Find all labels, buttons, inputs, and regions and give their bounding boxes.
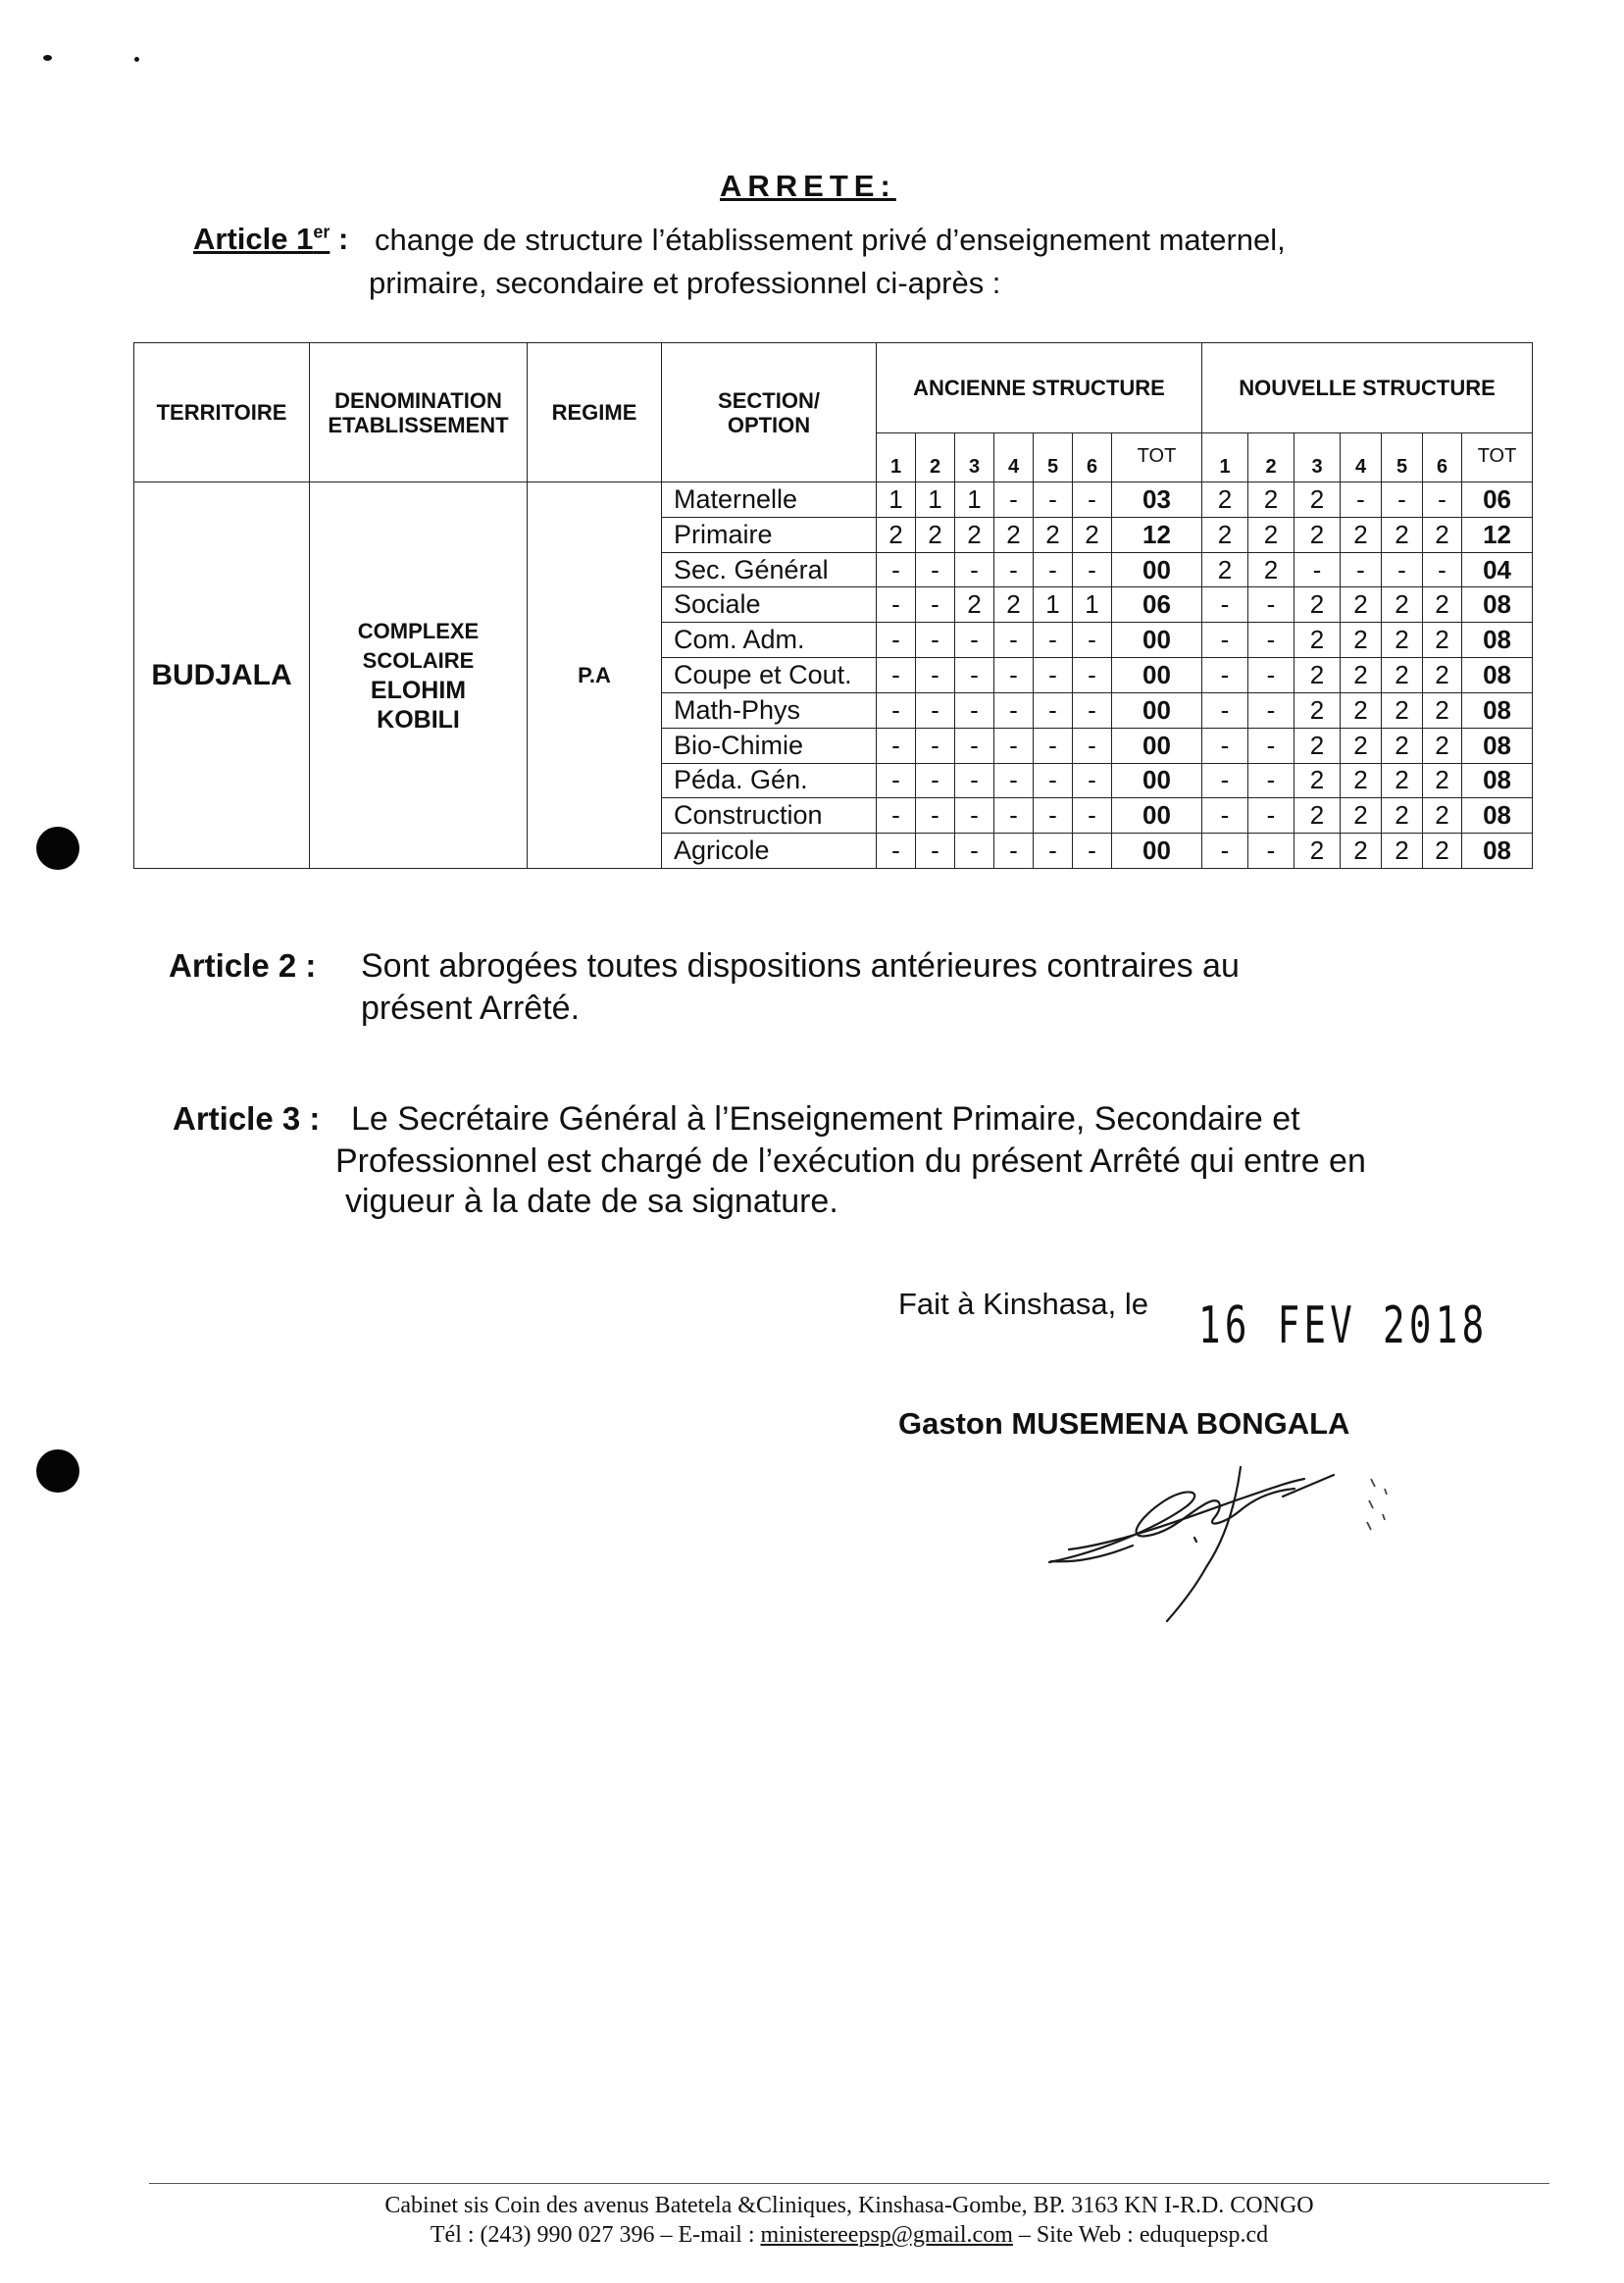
nouvelle-total-cell: 08 (1462, 692, 1533, 728)
ancienne-level-cell: - (955, 623, 994, 658)
ancienne-total-cell: 12 (1112, 517, 1202, 552)
level-header: 6 (1073, 433, 1112, 482)
article-3-text-line3: vigueur à la date de sa signature. (345, 1183, 838, 1220)
nouvelle-level-cell: 2 (1341, 692, 1382, 728)
punch-hole (36, 1449, 79, 1493)
level-header: 3 (955, 433, 994, 482)
nouvelle-level-cell: 2 (1341, 834, 1382, 869)
ancienne-level-cell: 1 (1034, 587, 1073, 623)
nouvelle-level-cell: 2 (1202, 482, 1248, 518)
article-1-text-line2: primaire, secondaire et professionnel ci-après : (369, 266, 1001, 300)
nouvelle-level-cell: 2 (1294, 587, 1341, 623)
header-denomination: DENOMINATION ETABLISSEMENT (310, 343, 528, 482)
header-regime: REGIME (528, 343, 662, 482)
nouvelle-level-cell: 2 (1341, 658, 1382, 693)
ancienne-total-cell: 00 (1112, 763, 1202, 798)
ancienne-level-cell: - (916, 623, 955, 658)
level-header: 4 (1341, 433, 1382, 482)
nouvelle-level-cell: 2 (1294, 728, 1341, 763)
ancienne-level-cell: 2 (1034, 517, 1073, 552)
nouvelle-level-cell: 2 (1382, 587, 1423, 623)
ancienne-level-cell: - (877, 587, 916, 623)
nouvelle-level-cell: - (1202, 623, 1248, 658)
nouvelle-level-cell: - (1248, 798, 1294, 834)
section-cell: Péda. Gén. (662, 763, 877, 798)
nouvelle-level-cell: 2 (1382, 798, 1423, 834)
level-header: 1 (877, 433, 916, 482)
ancienne-level-cell: - (877, 763, 916, 798)
ancienne-level-cell: 2 (1073, 517, 1112, 552)
nouvelle-level-cell: 2 (1294, 834, 1341, 869)
ancienne-total-cell: 00 (1112, 623, 1202, 658)
ancienne-level-cell: - (1034, 658, 1073, 693)
nouvelle-level-cell: 2 (1423, 834, 1462, 869)
regime-cell: P.A (528, 482, 662, 869)
nouvelle-level-cell: - (1382, 552, 1423, 587)
ancienne-level-cell: - (1073, 834, 1112, 869)
header-section: SECTION/ OPTION (662, 343, 877, 482)
footer-address: Cabinet sis Coin des avenus Batetela &Cliniques, Kinshasa-Gombe, BP. 3163 KN I-R.D. CONGO (384, 2193, 1314, 2218)
nouvelle-level-cell: 2 (1382, 692, 1423, 728)
ancienne-total-cell: 00 (1112, 834, 1202, 869)
section-cell: Sec. Général (662, 552, 877, 587)
nouvelle-level-cell: 2 (1423, 623, 1462, 658)
ancienne-level-cell: - (916, 763, 955, 798)
ancienne-level-cell: - (955, 763, 994, 798)
section-cell: Primaire (662, 517, 877, 552)
ancienne-total-cell: 00 (1112, 728, 1202, 763)
ancienne-level-cell: - (1073, 728, 1112, 763)
handwritten-signature (1040, 1449, 1412, 1636)
scan-speck (43, 55, 52, 61)
ancienne-total-cell: 00 (1112, 798, 1202, 834)
nouvelle-level-cell: - (1202, 692, 1248, 728)
ancienne-level-cell: - (994, 692, 1034, 728)
article-1-text-line1: change de structure l’établissement privé d’enseignement maternel, (375, 223, 1286, 257)
ancienne-level-cell: - (994, 482, 1034, 518)
nouvelle-level-cell: 2 (1382, 728, 1423, 763)
ancienne-level-cell: 1 (916, 482, 955, 518)
section-cell: Sociale (662, 587, 877, 623)
nouvelle-level-cell: - (1248, 623, 1294, 658)
nouvelle-level-cell: 2 (1382, 763, 1423, 798)
ancienne-level-cell: - (1034, 482, 1073, 518)
nouvelle-level-cell: - (1248, 728, 1294, 763)
denomination-line: ELOHIM (370, 676, 467, 704)
tot-header: TOT (1462, 433, 1533, 482)
ancienne-level-cell: - (1034, 728, 1073, 763)
ancienne-level-cell: 2 (877, 517, 916, 552)
header-ancienne-structure: ANCIENNE STRUCTURE (877, 343, 1202, 433)
nouvelle-level-cell: 2 (1248, 552, 1294, 587)
nouvelle-level-cell: 2 (1382, 834, 1423, 869)
section-cell: Bio-Chimie (662, 728, 877, 763)
nouvelle-level-cell: - (1202, 658, 1248, 693)
denomination-line: SCOLAIRE (362, 647, 475, 673)
nouvelle-level-cell: - (1202, 763, 1248, 798)
nouvelle-level-cell: 2 (1382, 658, 1423, 693)
nouvelle-level-cell: - (1423, 482, 1462, 518)
section-cell: Com. Adm. (662, 623, 877, 658)
ancienne-level-cell: - (994, 763, 1034, 798)
ancienne-level-cell: - (955, 692, 994, 728)
nouvelle-level-cell: - (1202, 834, 1248, 869)
ancienne-level-cell: - (1034, 623, 1073, 658)
ancienne-level-cell: - (994, 728, 1034, 763)
ancienne-level-cell: 2 (955, 517, 994, 552)
ancienne-level-cell: - (916, 658, 955, 693)
article-2-text-line1: Sont abrogées toutes dispositions antérieures contraires au (361, 947, 1240, 985)
nouvelle-level-cell: 2 (1382, 517, 1423, 552)
ancienne-level-cell: - (1073, 763, 1112, 798)
ancienne-level-cell: - (916, 728, 955, 763)
nouvelle-total-cell: 08 (1462, 587, 1533, 623)
level-header: 3 (1294, 433, 1341, 482)
ancienne-level-cell: - (916, 692, 955, 728)
ancienne-total-cell: 03 (1112, 482, 1202, 518)
ancienne-level-cell: - (877, 834, 916, 869)
ancienne-level-cell: - (1073, 692, 1112, 728)
nouvelle-total-cell: 08 (1462, 798, 1533, 834)
nouvelle-level-cell: 2 (1294, 658, 1341, 693)
nouvelle-level-cell: - (1202, 798, 1248, 834)
structure-table (133, 342, 1533, 869)
nouvelle-level-cell: 2 (1382, 623, 1423, 658)
ancienne-level-cell: 2 (994, 517, 1034, 552)
ancienne-level-cell: - (877, 728, 916, 763)
ancienne-level-cell: 1 (877, 482, 916, 518)
denomination-cell (310, 482, 528, 869)
section-cell: Construction (662, 798, 877, 834)
level-header: 1 (1202, 433, 1248, 482)
ancienne-level-cell: - (1034, 552, 1073, 587)
ancienne-level-cell: - (877, 623, 916, 658)
ancienne-level-cell: - (1073, 482, 1112, 518)
ancienne-level-cell: - (1034, 692, 1073, 728)
ancienne-level-cell: - (994, 623, 1034, 658)
ancienne-level-cell: - (877, 658, 916, 693)
nouvelle-level-cell: 2 (1202, 552, 1248, 587)
nouvelle-level-cell: 2 (1294, 692, 1341, 728)
nouvelle-total-cell: 06 (1462, 482, 1533, 518)
ancienne-level-cell: - (1073, 552, 1112, 587)
level-header: 4 (994, 433, 1034, 482)
article-1-label-text: Article 1er (193, 222, 330, 256)
nouvelle-level-cell: - (1248, 834, 1294, 869)
date-stamp: 16 FEV 2018 (1198, 1296, 1489, 1355)
nouvelle-level-cell: - (1202, 728, 1248, 763)
ancienne-level-cell: - (994, 658, 1034, 693)
ancienne-level-cell: - (955, 728, 994, 763)
level-header: 2 (1248, 433, 1294, 482)
nouvelle-level-cell: - (1248, 692, 1294, 728)
ancienne-level-cell: - (877, 552, 916, 587)
footer-contact: Tél : (243) 990 027 396 – E-mail : ministereepsp@gmail.com – Site Web : eduquepsp.cd (430, 2222, 1269, 2248)
place-of-signing: Fait à Kinshasa, le (898, 1287, 1149, 1321)
nouvelle-level-cell: 2 (1294, 798, 1341, 834)
section-cell: Math-Phys (662, 692, 877, 728)
article-1-label: Article 1er : (193, 222, 349, 256)
ancienne-level-cell: - (916, 834, 955, 869)
article-3-label: Article 3 : (173, 1100, 321, 1137)
nouvelle-level-cell: 2 (1202, 517, 1248, 552)
ancienne-level-cell: 2 (955, 587, 994, 623)
article-2-text-line2: présent Arrêté. (361, 989, 581, 1027)
ancienne-level-cell: - (916, 552, 955, 587)
footer-email[interactable]: ministereepsp@gmail.com (760, 2222, 1013, 2248)
ancienne-level-cell: - (955, 658, 994, 693)
level-header: 5 (1382, 433, 1423, 482)
nouvelle-total-cell: 08 (1462, 623, 1533, 658)
ancienne-total-cell: 06 (1112, 587, 1202, 623)
nouvelle-level-cell: 2 (1294, 623, 1341, 658)
ancienne-level-cell: - (1073, 658, 1112, 693)
level-header: 6 (1423, 433, 1462, 482)
denomination-line: KOBILI (377, 705, 460, 734)
document-title: ARRETE: (720, 169, 896, 203)
footer-rule (149, 2183, 1549, 2184)
ancienne-total-cell: 00 (1112, 552, 1202, 587)
nouvelle-level-cell: 2 (1423, 763, 1462, 798)
nouvelle-total-cell: 08 (1462, 728, 1533, 763)
nouvelle-level-cell: 2 (1248, 517, 1294, 552)
nouvelle-level-cell: - (1341, 552, 1382, 587)
ancienne-level-cell: - (955, 798, 994, 834)
nouvelle-level-cell: 2 (1423, 658, 1462, 693)
nouvelle-level-cell: 2 (1341, 763, 1382, 798)
ancienne-level-cell: - (1073, 798, 1112, 834)
ancienne-level-cell: - (994, 552, 1034, 587)
article-3-text-line2: Professionnel est chargé de l’exécution du présent Arrêté qui entre en (335, 1142, 1366, 1180)
header-territoire: TERRITOIRE (134, 343, 310, 482)
nouvelle-level-cell: - (1341, 482, 1382, 518)
header-nouvelle-structure: NOUVELLE STRUCTURE (1202, 343, 1533, 433)
ancienne-level-cell: - (1034, 763, 1073, 798)
ancienne-level-cell: - (994, 798, 1034, 834)
ancienne-level-cell: - (916, 587, 955, 623)
table-row (134, 482, 1533, 518)
nouvelle-level-cell: - (1248, 587, 1294, 623)
nouvelle-level-cell: - (1248, 763, 1294, 798)
ancienne-level-cell: 1 (1073, 587, 1112, 623)
nouvelle-total-cell: 08 (1462, 834, 1533, 869)
ancienne-total-cell: 00 (1112, 658, 1202, 693)
nouvelle-level-cell: - (1202, 587, 1248, 623)
nouvelle-total-cell: 08 (1462, 763, 1533, 798)
article-3-text-line1: Le Secrétaire Général à l’Enseignement Primaire, Secondaire et (351, 1100, 1300, 1138)
nouvelle-level-cell: 2 (1423, 587, 1462, 623)
section-cell: Coupe et Cout. (662, 658, 877, 693)
ancienne-level-cell: - (1073, 623, 1112, 658)
ancienne-level-cell: - (916, 798, 955, 834)
structure-table-body (134, 482, 1533, 869)
nouvelle-level-cell: 2 (1423, 798, 1462, 834)
section-cell: Agricole (662, 834, 877, 869)
ancienne-level-cell: 2 (916, 517, 955, 552)
nouvelle-total-cell: 12 (1462, 517, 1533, 552)
section-cell: Maternelle (662, 482, 877, 518)
nouvelle-level-cell: 2 (1341, 623, 1382, 658)
punch-hole (36, 827, 79, 870)
signatory-name: Gaston MUSEMENA BONGALA (898, 1406, 1350, 1441)
ancienne-total-cell: 00 (1112, 692, 1202, 728)
ancienne-level-cell: 1 (955, 482, 994, 518)
ancienne-level-cell: - (955, 834, 994, 869)
nouvelle-level-cell: 2 (1423, 728, 1462, 763)
ancienne-level-cell: - (1034, 798, 1073, 834)
nouvelle-level-cell: - (1248, 658, 1294, 693)
level-header: 5 (1034, 433, 1073, 482)
nouvelle-total-cell: 04 (1462, 552, 1533, 587)
denomination-line: COMPLEXE (357, 618, 480, 643)
nouvelle-level-cell: 2 (1294, 763, 1341, 798)
article-2-label: Article 2 : (169, 947, 317, 984)
ancienne-level-cell: - (877, 692, 916, 728)
nouvelle-level-cell: 2 (1341, 587, 1382, 623)
nouvelle-level-cell: 2 (1341, 798, 1382, 834)
nouvelle-level-cell: 2 (1423, 692, 1462, 728)
nouvelle-level-cell: 2 (1341, 728, 1382, 763)
ancienne-level-cell: - (994, 834, 1034, 869)
tot-header: TOT (1112, 433, 1202, 482)
nouvelle-level-cell: 2 (1423, 517, 1462, 552)
ancienne-level-cell: - (1034, 834, 1073, 869)
nouvelle-level-cell: 2 (1248, 482, 1294, 518)
nouvelle-level-cell: - (1423, 552, 1462, 587)
scan-speck (134, 57, 139, 62)
nouvelle-level-cell: - (1294, 552, 1341, 587)
territoire-cell: BUDJALA (134, 482, 310, 869)
nouvelle-level-cell: 2 (1341, 517, 1382, 552)
ancienne-level-cell: 2 (994, 587, 1034, 623)
nouvelle-level-cell: 2 (1294, 482, 1341, 518)
ancienne-level-cell: - (955, 552, 994, 587)
nouvelle-level-cell: 2 (1294, 517, 1341, 552)
ancienne-level-cell: - (877, 798, 916, 834)
level-header: 2 (916, 433, 955, 482)
nouvelle-level-cell: - (1382, 482, 1423, 518)
nouvelle-total-cell: 08 (1462, 658, 1533, 693)
